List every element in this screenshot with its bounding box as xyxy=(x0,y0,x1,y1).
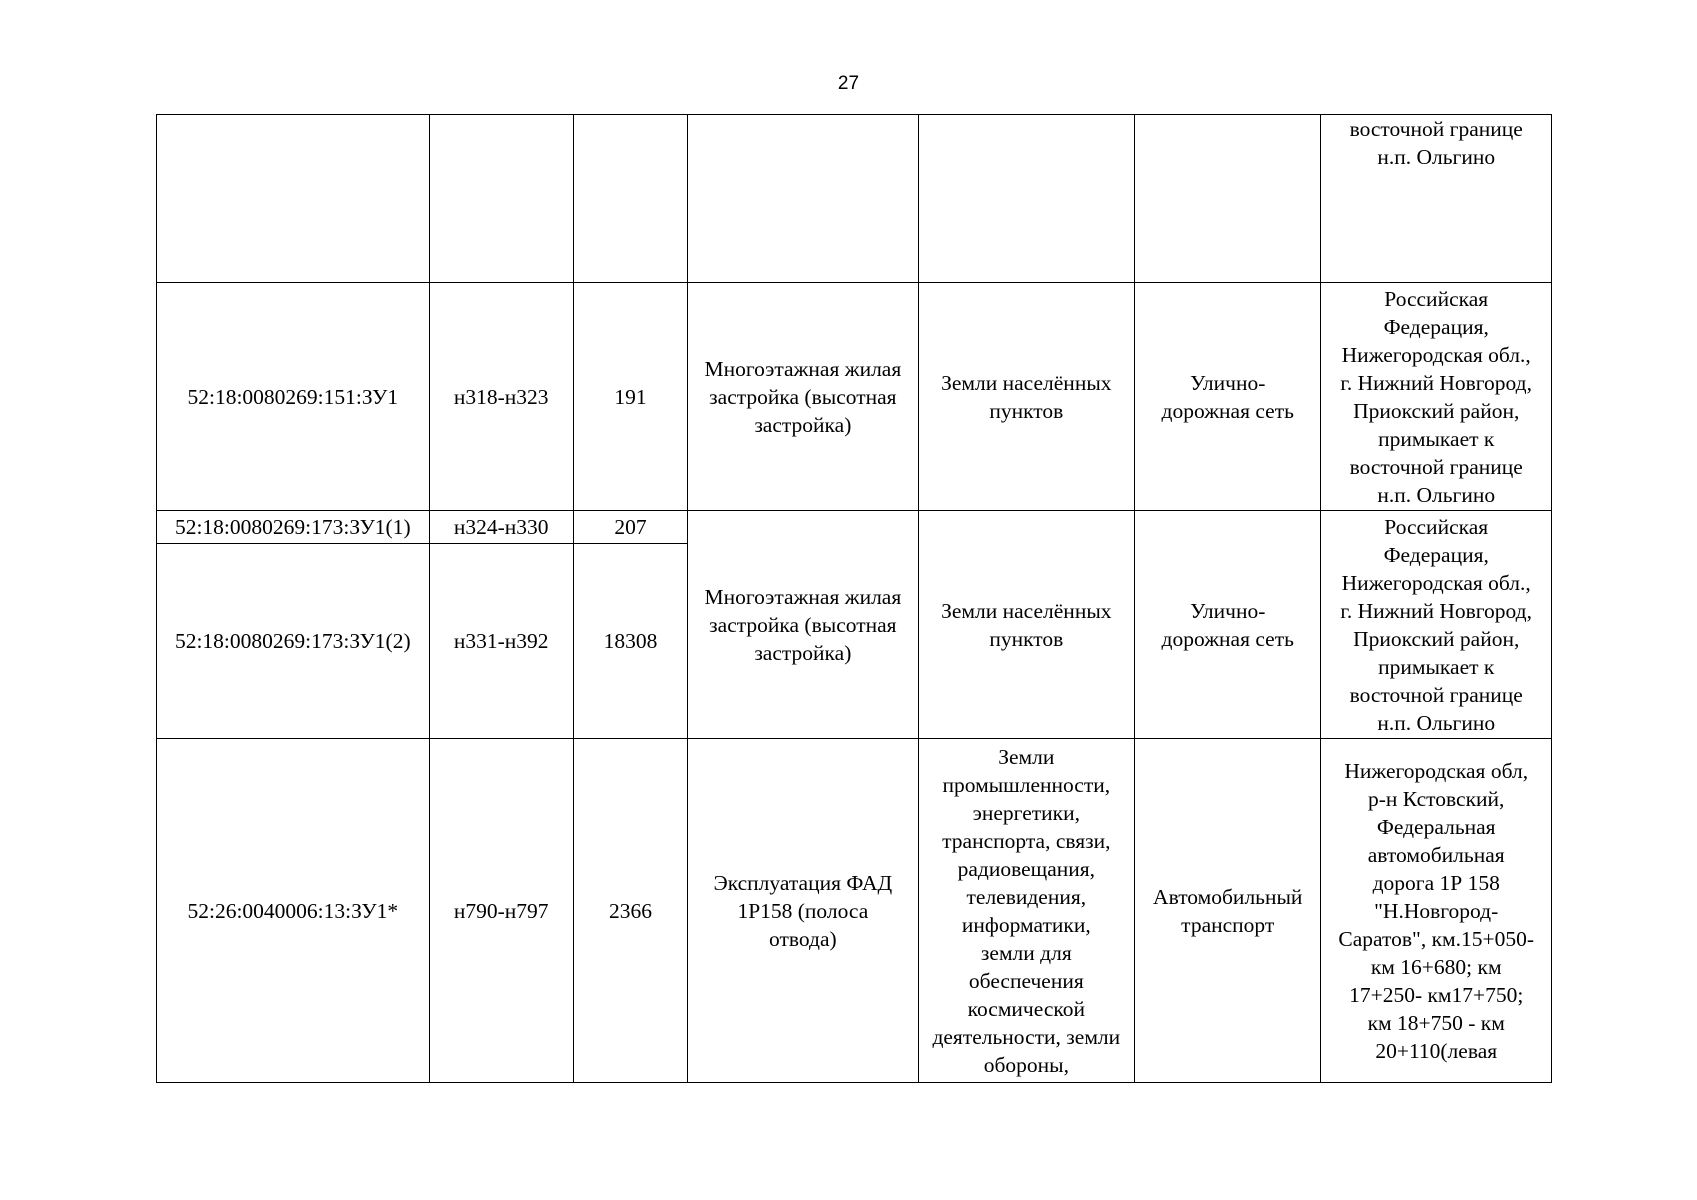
area-cell xyxy=(573,115,687,283)
land-category-cell: Земли населённых пунктов xyxy=(918,283,1134,511)
permitted-use-cell xyxy=(688,115,918,283)
cadastral-number-cell: 52:18:0080269:173:ЗУ1(1) xyxy=(157,511,430,544)
purpose-cell: Улично- дорожная сеть xyxy=(1135,283,1321,511)
purpose-cell: Улично- дорожная сеть xyxy=(1135,511,1321,739)
table-row xyxy=(157,115,1552,283)
cadastral-number-cell: 52:18:0080269:151:ЗУ1 xyxy=(157,283,430,511)
cadastral-number-cell xyxy=(157,115,430,283)
address-cell: Российская Федерация, Нижегородская обл., г. Нижний Новгород, Приокский район, примыкает к восточной границе н.п. Ольгино xyxy=(1321,283,1552,511)
purpose-cell: Автомобильный транспорт xyxy=(1135,739,1321,1083)
purpose-cell xyxy=(1135,115,1321,283)
area-cell: 2366 xyxy=(573,739,687,1083)
land-category-cell: Земли промышленности, энергетики, транспорта, связи, радиовещания, телевидения, информатики, земли для обеспечения космической деятельности, земли обороны, xyxy=(918,739,1134,1083)
permitted-use-cell: Многоэтажная жилая застройка (высотная застройка) xyxy=(688,511,918,739)
cadastral-number-cell: 52:18:0080269:173:ЗУ1(2) xyxy=(157,544,430,739)
points-cell: н318-н323 xyxy=(429,283,573,511)
points-cell xyxy=(429,115,573,283)
address-cell: Нижегородская обл, р-н Кстовский, Федеральная автомобильная дорога 1Р 158 "Н.Новгород- Саратов", км.15+050- км 16+680; км 17+250- км17+750; км 18+750 - км 20+110(левая xyxy=(1321,739,1552,1083)
points-cell: н790-н797 xyxy=(429,739,573,1083)
cadastral-number-cell: 52:26:0040006:13:ЗУ1* xyxy=(157,739,430,1083)
permitted-use-cell: Эксплуатация ФАД 1Р158 (полоса отвода) xyxy=(688,739,918,1083)
page-number: 27 xyxy=(837,73,860,94)
area-cell: 191 xyxy=(573,283,687,511)
area-cell: 18308 xyxy=(573,544,687,739)
land-category-cell: Земли населённых пунктов xyxy=(918,511,1134,739)
area-cell: 207 xyxy=(573,511,687,544)
land-category-cell xyxy=(918,115,1134,283)
points-cell: н324-н330 xyxy=(429,511,573,544)
permitted-use-cell: Многоэтажная жилая застройка (высотная застройка) xyxy=(688,283,918,511)
table-row xyxy=(157,739,1552,1083)
address-cell: Российская Федерация, Нижегородская обл., г. Нижний Новгород, Приокский район, примыкает к восточной границе н.п. Ольгино xyxy=(1321,511,1552,739)
table-row xyxy=(157,283,1552,511)
land-plots-table xyxy=(156,114,1552,1083)
address-cell: восточной границе н.п. Ольгино xyxy=(1321,115,1552,283)
points-cell: н331-н392 xyxy=(429,544,573,739)
table-row xyxy=(157,511,1552,544)
